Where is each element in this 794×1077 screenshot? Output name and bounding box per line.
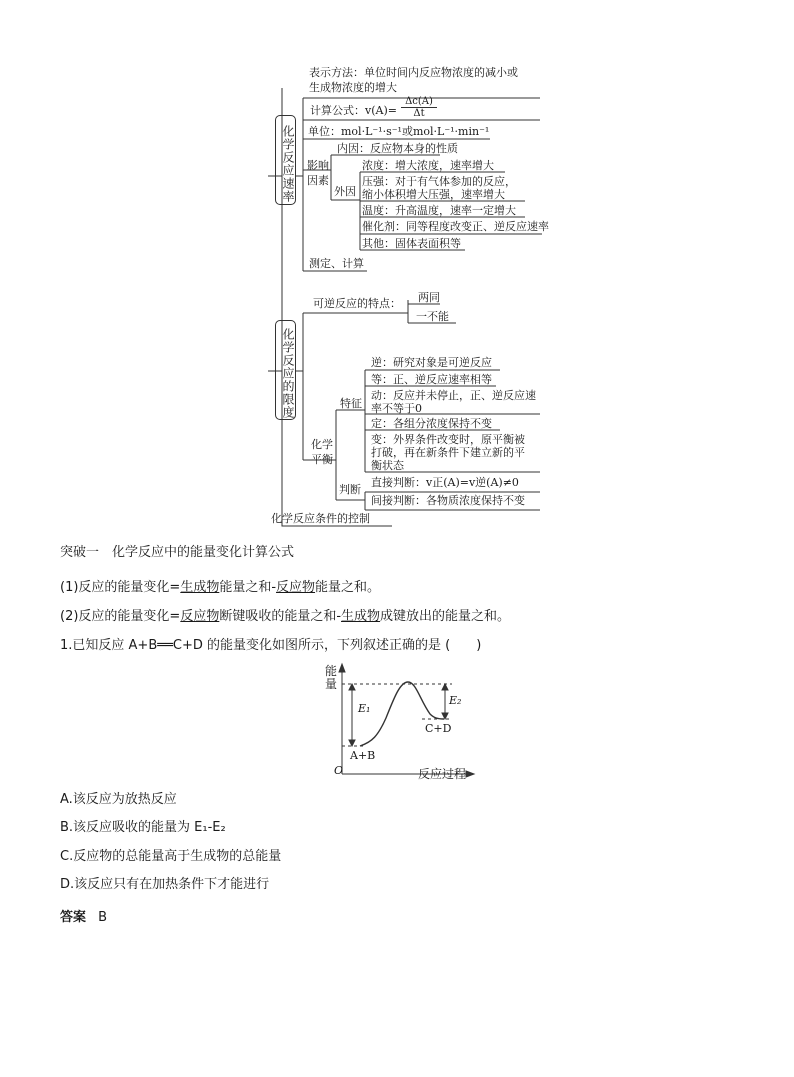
formula-prefix: 计算公式：v(A)= xyxy=(310,104,397,117)
graph-products: C+D xyxy=(425,722,452,735)
graph-e1: E₁ xyxy=(358,702,371,715)
feature-fixed: 定：各组分浓度保持不变 xyxy=(371,417,492,430)
feature-reverse: 逆：研究对象是可逆反应 xyxy=(371,356,492,369)
limit-root-label: 化学反应的限度 xyxy=(281,327,295,419)
y-axis-arrow xyxy=(339,664,345,672)
ext-other: 其他：固体表面积等 xyxy=(362,237,461,250)
graph-ylabel: 能量 xyxy=(325,664,338,691)
option-b: B.该反应吸收的能量为 E₁-E₂ xyxy=(60,820,226,835)
formula-2 xyxy=(60,609,510,625)
graph-reactants: A+B xyxy=(350,749,376,762)
feature-dynamic-1: 动：反应并未停止，正、逆反应速 xyxy=(371,389,536,402)
section-title: 突破一 化学反应中的能量变化计算公式 xyxy=(60,545,295,560)
ext-pressure-1: 压强：对于有气体参加的反应， xyxy=(362,175,516,188)
unit-text: 单位：mol·L⁻¹·s⁻¹或mol·L⁻¹·min⁻¹ xyxy=(308,125,490,138)
expression-line2: 生成物浓度的增大 xyxy=(309,81,397,94)
option-a: A.该反应为放热反应 xyxy=(60,792,177,807)
features-label: 特征 xyxy=(340,397,362,410)
answer-label: 答案 xyxy=(60,910,87,925)
equilibrium-label: 化学平衡 xyxy=(311,438,333,466)
ext-temperature: 温度：升高温度，速率一定增大 xyxy=(362,204,516,217)
option-d: D.该反应只有在加热条件下才能进行 xyxy=(60,877,270,892)
formula-2-pre: (2)反应的能量变化= xyxy=(60,609,181,624)
ext-catalyst: 催化剂：同等程度改变正、逆反应速率 xyxy=(362,220,549,233)
answer-line xyxy=(60,910,107,926)
ext-pressure-2: 缩小体积增大压强，速率增大 xyxy=(362,188,505,201)
formula-1-mid: 能量之和- xyxy=(219,580,277,595)
two-same: 两同 xyxy=(418,291,440,304)
feature-change-1: 变：外界条件改变时，原平衡被 xyxy=(371,433,525,446)
formula-2-products: 生成物 xyxy=(341,609,381,624)
ext-concentration: 浓度：增大浓度，速率增大 xyxy=(362,159,494,172)
energy-curve xyxy=(360,682,444,746)
rate-root-box xyxy=(275,115,296,205)
formula-2-mid: 断键吸收的能量之和- xyxy=(219,609,342,624)
formula-2-post: 成键放出的能量之和。 xyxy=(380,609,511,624)
limit-root-box xyxy=(275,320,296,420)
graph-xlabel: 反应过程 xyxy=(418,767,467,781)
feature-equal: 等：正、逆反应速率相等 xyxy=(371,373,492,386)
formula-1-post: 能量之和。 xyxy=(315,580,381,595)
rate-root-label: 化学反应速率 xyxy=(281,124,295,203)
reversible-label: 可逆反应的特点： xyxy=(313,297,401,310)
answer-value: B xyxy=(98,910,108,925)
measure-text: 测定、计算 xyxy=(309,257,364,270)
formula-2-reactants: 反应物 xyxy=(180,609,220,624)
formula-1-products: 生成物 xyxy=(180,580,220,595)
judge-direct: 直接判断：v正(A)=v逆(A)≠0 xyxy=(371,476,519,489)
internal-factor: 内因：反应物本身的性质 xyxy=(337,142,458,155)
formula-numerator: Δc(A) xyxy=(401,96,437,108)
formula-1 xyxy=(60,580,380,596)
control-text: 化学反应条件的控制 xyxy=(271,512,370,525)
formula-denominator: Δt xyxy=(413,108,425,119)
graph-e2: E₂ xyxy=(449,694,462,707)
judge-label: 判断 xyxy=(339,483,361,496)
factors-label: 影响因素 xyxy=(307,159,329,187)
feature-dynamic-2: 率不等于0 xyxy=(371,402,422,415)
external-label: 外因 xyxy=(334,185,356,198)
x-axis-arrow xyxy=(466,771,474,777)
judge-indirect: 间接判断：各物质浓度保持不变 xyxy=(371,494,525,507)
option-c: C.反应物的总能量高于生成物的总能量 xyxy=(60,849,282,864)
question-stem: 1.已知反应 A+B══C+D 的能量变化如图所示，下列叙述正确的是 ( ) xyxy=(60,638,482,653)
feature-change-2: 打破，再在新条件下建立新的平 xyxy=(371,446,525,459)
feature-change-3: 衡状态 xyxy=(371,459,404,472)
formula-1-reactants: 反应物 xyxy=(276,580,316,595)
formula-fraction xyxy=(401,96,437,119)
graph-origin: O xyxy=(334,764,344,777)
formula-1-pre: (1)反应的能量变化= xyxy=(60,580,181,595)
one-not: 一不能 xyxy=(416,310,449,323)
expression-line1: 表示方法：单位时间内反应物浓度的减小或 xyxy=(309,66,518,79)
